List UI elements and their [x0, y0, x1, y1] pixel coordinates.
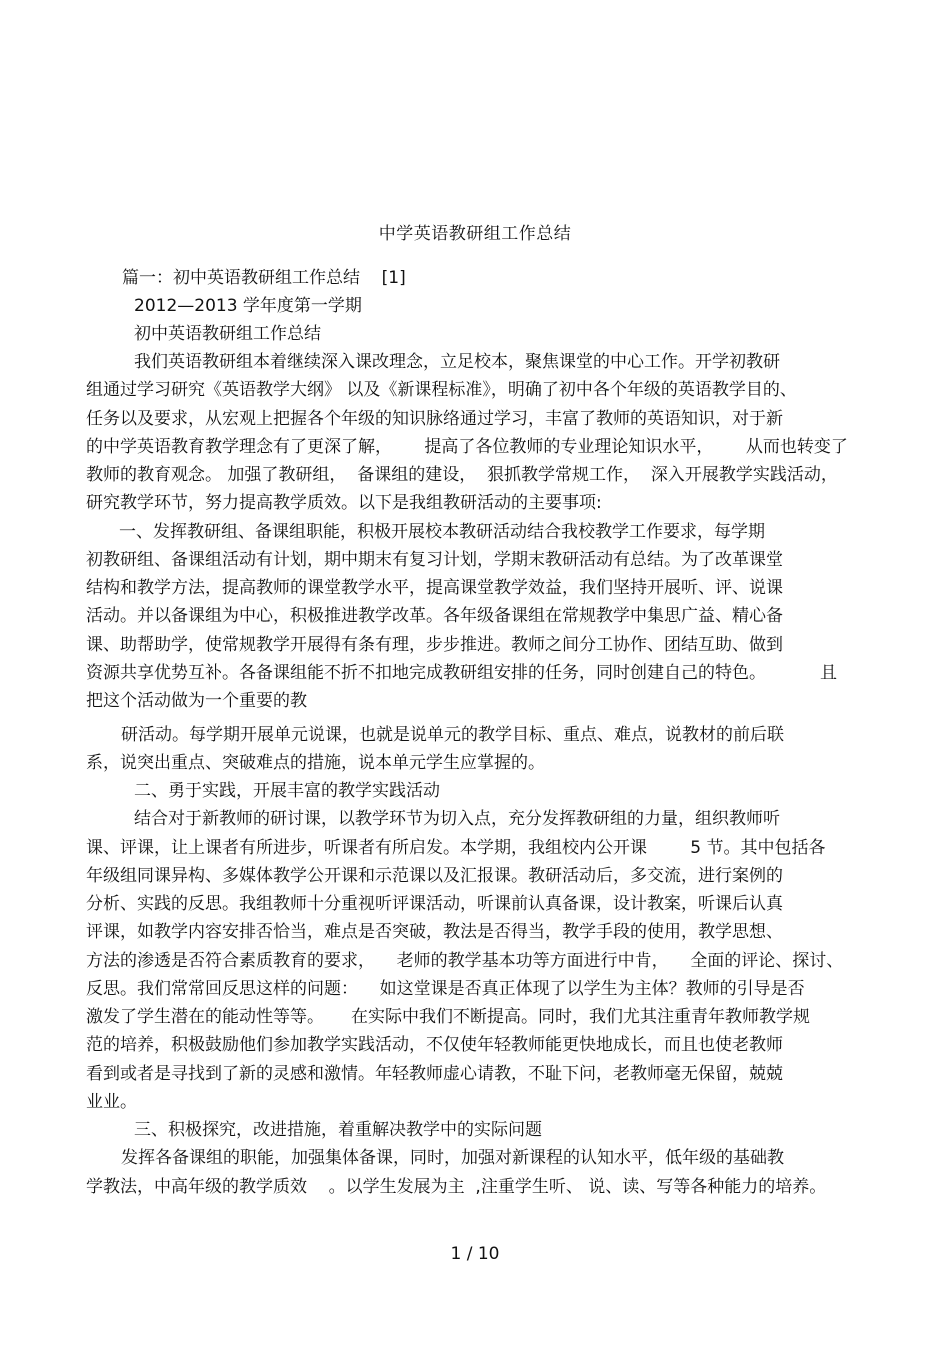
text-line: 活动。并以备课组为中心，积极推进教学改革。各年级备课组在常规教学中集思广益、精心备 [86, 606, 783, 626]
text-line: 年级组同课异构、多媒体教学公开课和示范课以及汇报课。教研活动后，多交流，进行案例的 [86, 866, 783, 886]
text-line: 业业。 [86, 1092, 137, 1112]
text-line: 我们英语教研组本着继续深入课改理念，立足校本，聚焦课堂的中心工作。开学初教研 [134, 352, 780, 372]
text-line: 反思。我们常常回反思这样的问题： 如这堂课是否真正体现了以学生为主体？教师的引导是否 [86, 979, 805, 999]
text-line: 课、助帮助学，使常规教学开展得有条有理，步步推进。教师之间分工协作、团结互助、做到 [86, 635, 783, 655]
text-line: 一、发挥教研组、备课组职能，积极开展校本教研活动结合我校教学工作要求，每学期 [119, 522, 765, 542]
text-line: 方法的渗透是否符合素质教育的要求， 老师的教学基本功等方面进行中肯， 全面的评论、探讨、 [86, 951, 844, 971]
text-line: 评课，如教学内容安排否恰当，难点是否突破，教法是否得当，教学手段的使用，教学思想、 [86, 922, 783, 942]
text-line: 二、勇于实践，开展丰富的教学实践活动 [134, 781, 440, 801]
text-line: 组通过学习研究《英语教学大纲》 以及《新课程标准》，明确了初中各个年级的英语教学目的、 [86, 380, 797, 400]
text-line: 研究教学环节，努力提高教学质效。以下是我组教研活动的主要事项: [86, 493, 602, 513]
text-line: 发挥各备课组的职能，加强集体备课，同时，加强对新课程的认知水平，低年级的基础教 [121, 1148, 784, 1168]
text-line: 系，说突出重点、突破难点的措施，说本单元学生应掌握的。 [86, 753, 545, 773]
text-line: 初中英语教研组工作总结 [134, 324, 321, 344]
page-number: 1 / 10 [450, 1244, 500, 1264]
text-line: 课、评课，让上课者有所进步，听课者有所启发。本学期，我组校内公开课 5 节。其中包括各 [86, 838, 826, 858]
text-line: 资源共享优势互补。各备课组能不折不扣地完成教研组安排的任务，同时创建自己的特色。 且 [86, 663, 838, 683]
text-line: 学教法，中高年级的教学质效 。以学生发展为主 ,注重学生听、 说、读、写等各种能力的培养。 [86, 1177, 827, 1197]
document-title: 中学英语教研组工作总结 [378, 224, 572, 244]
text-line: 的中学英语教育教学理念有了更深了解， 提高了各位教师的专业理论知识水平， 从而也转变了 [86, 437, 848, 457]
text-line: 研活动。每学期开展单元说课，也就是说单元的教学目标、重点、难点，说教材的前后联 [121, 725, 784, 745]
text-line: 三、积极探究，改进措施，着重解决教学中的实际问题 [134, 1120, 542, 1140]
text-line: 任务以及要求，从宏观上把握各个年级的知识脉络通过学习，丰富了教师的英语知识，对于新 [86, 409, 783, 429]
text-line: 初教研组、备课组活动有计划，期中期末有复习计划，学期末教研活动有总结。为了改革课堂 [86, 550, 783, 570]
text-line: 2012—2013 学年度第一学期 [134, 296, 362, 316]
text-line: 把这个活动做为一个重要的教 [86, 691, 307, 711]
text-line: 篇一：初中英语教研组工作总结 [1] [122, 268, 406, 288]
text-line: 教师的教育观念。 加强了教研组， 备课组的建设， 狠抓教学常规工作， 深入开展教学实践活动， [86, 465, 838, 485]
text-line: 看到或者是寻找到了新的灵感和激情。年轻教师虚心请教，不耻下问，老教师毫无保留，兢兢 [86, 1064, 783, 1084]
text-line: 分析、实践的反思。我组教师十分重视听评课活动，听课前认真备课，设计教案，听课后认真 [86, 894, 783, 914]
text-line: 激发了学生潜在的能动性等等。 在实际中我们不断提高。同时，我们尤其注重青年教师教学规 [86, 1007, 811, 1027]
text-line: 结合对于新教师的研讨课，以教学环节为切入点，充分发挥教研组的力量，组织教师听 [134, 809, 780, 829]
text-line: 范的培养，积极鼓励他们参加教学实践活动，不仅使年轻教师能更快地成长，而且也使老教师 [86, 1035, 783, 1055]
text-line: 结构和教学方法，提高教师的课堂教学水平，提高课堂教学效益，我们坚持开展听、评、说课 [86, 578, 783, 598]
